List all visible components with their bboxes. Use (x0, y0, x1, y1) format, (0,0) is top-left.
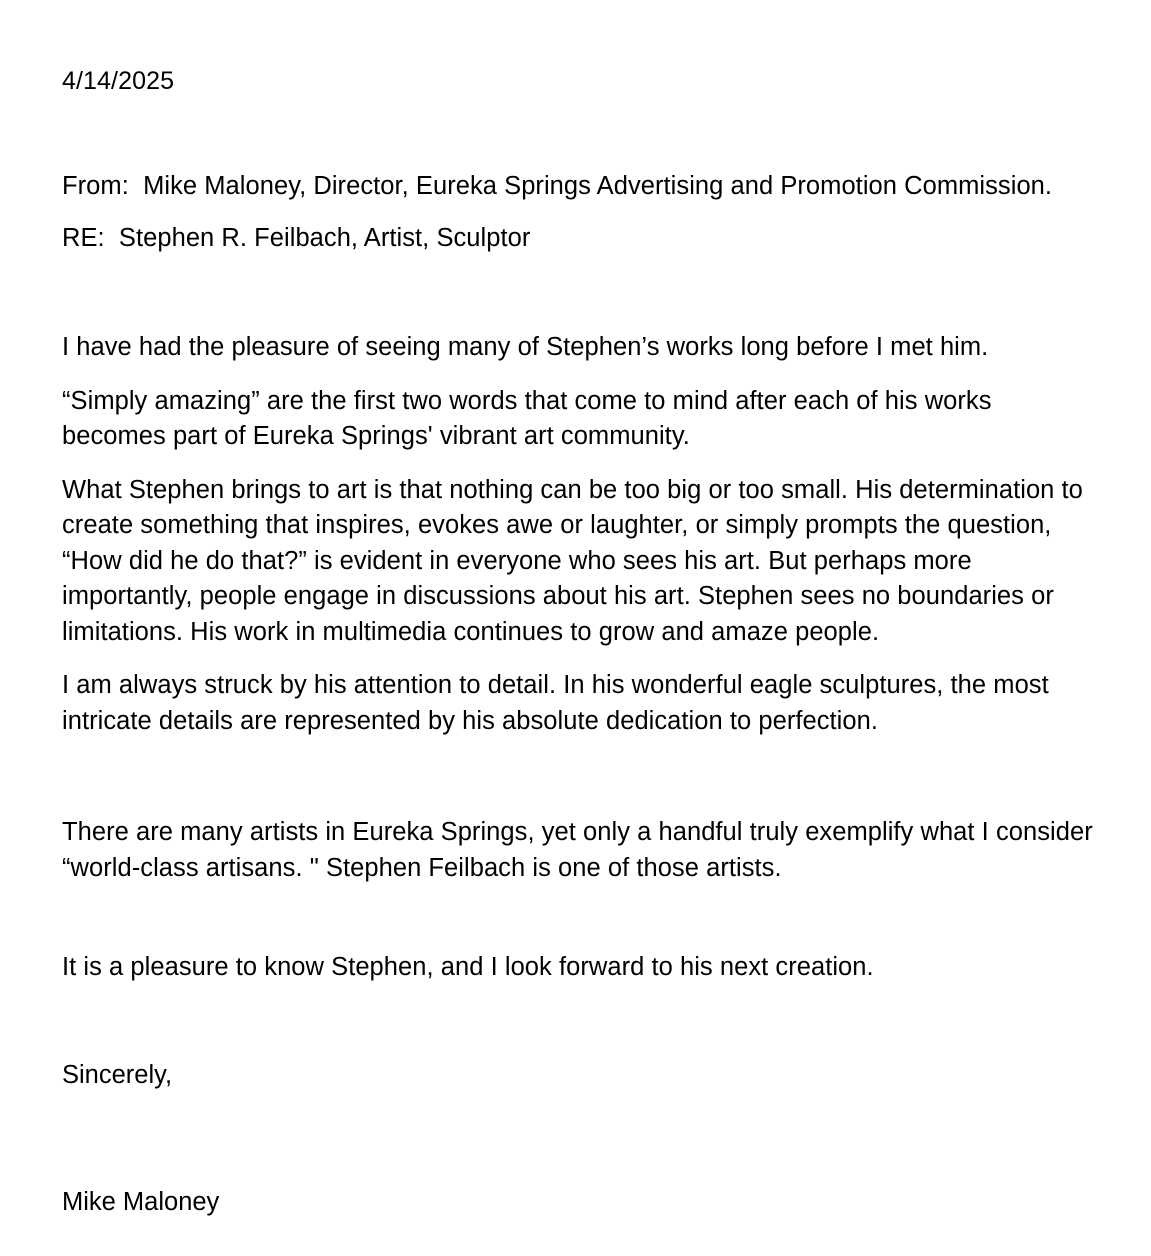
letter-date: 4/14/2025 (62, 67, 175, 95)
re-line: RE: Stephen R. Feilbach, Artist, Sculptor (62, 224, 531, 252)
paragraph-spacer-2 (62, 904, 1094, 950)
from-line: From: Mike Maloney, Director, Eureka Springs Advertising and Promotion Commission. (62, 172, 1053, 200)
body-paragraph-4: I am always struck by his attention to detail. In his wonderful eagle sculptures, the most intricate details are represented by his absolute dedication to perfection. (62, 671, 1049, 735)
body-paragraph-5: There are many artists in Eureka Springs, yet only a handful truly exemplify what I consider “world-class artisans. " Stephen Feilbach is one of those artists. (62, 818, 1093, 882)
closing-salutation: Sincerely, (62, 1061, 173, 1089)
letter-closing (62, 1058, 662, 1220)
body-paragraph-2: “Simply amazing” are the first two words that come to mind after each of his works becomes part of Eureka Springs' vibrant art community. (62, 386, 992, 450)
letter-header (62, 168, 1102, 256)
signature-spacer (62, 1094, 662, 1185)
body-paragraph-6: It is a pleasure to know Stephen, and I look forward to his next creation. (62, 953, 874, 981)
body-paragraph-1: I have had the pleasure of seeing many of Stephen’s works long before I met him. (62, 333, 989, 361)
letter-body (62, 330, 1094, 1004)
signature-name: Mike Maloney (62, 1187, 220, 1216)
paragraph-spacer-1 (62, 757, 1094, 815)
body-paragraph-3: What Stephen brings to art is that nothing can be too big or too small. His determination to create something that inspires, evokes awe or laughter, or simply prompts the question, “How did he do that?” is evident in everyone who sees his art. But perhaps more importantly, people engage in discussions about his art. Stephen sees no boundaries or limitations. His work in multimedia continues to grow and amaze people. (62, 475, 1083, 646)
